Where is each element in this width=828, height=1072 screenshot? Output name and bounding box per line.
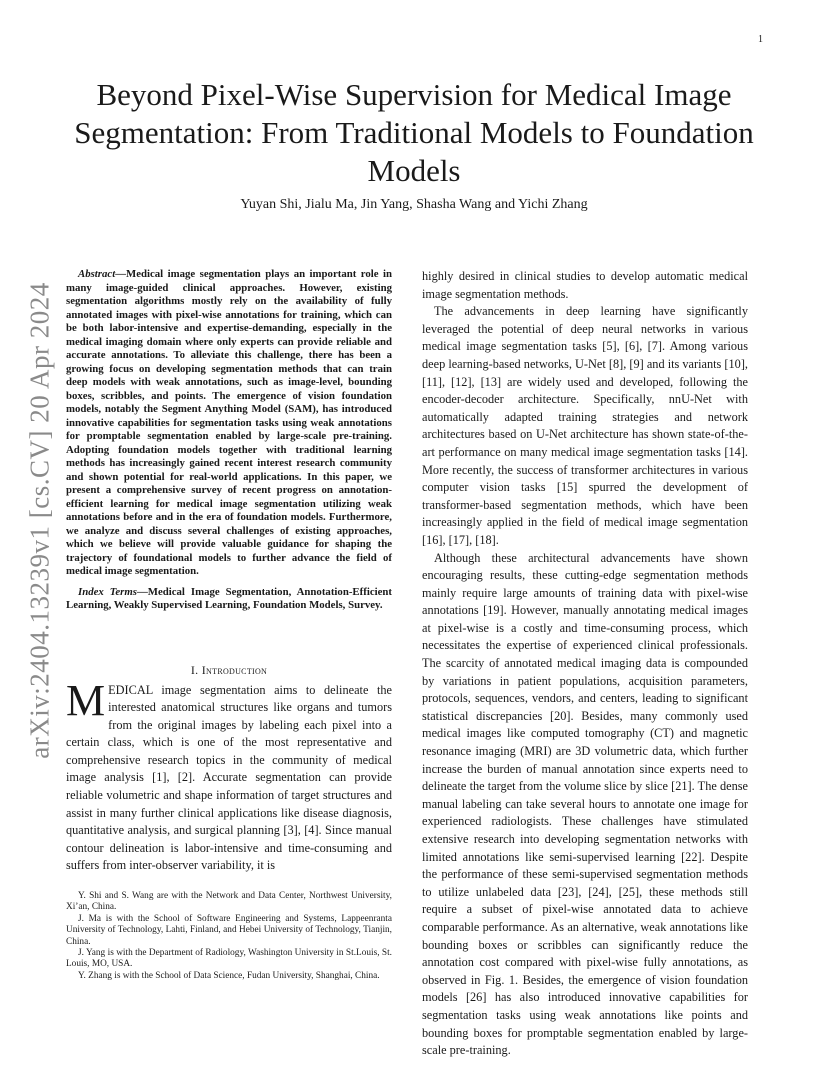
- footnote-affiliation: J. Yang is with the Department of Radiology, Washington University in St.Louis, St. Louis, MO, USA.: [66, 948, 392, 970]
- author-list: Yuyan Shi, Jialu Ma, Jin Yang, Shasha Wang and Yichi Zhang: [240, 197, 588, 212]
- intro-text: EDICAL image segmentation aims to delineate the interested anatomical structures like organs and tumors from the original images by labeling each pixel into a certain class, which is one of the most representative and comprehensive research topics in the community of medical image analysis [1], [2]. Accurate segmentation can provide reliable volumetric and shape information of target structures and assist in many further clinical applications like disease diagnosis, quantitative analysis, and surgical planning [3], [4]. Since manual contour delineation is labor-intensive and time-consuming and suffers from inter-observer variability, it is: [66, 682, 392, 873]
- footnote-affiliation: Y. Zhang is with the School of Data Science, Fudan University, Shanghai, China.: [78, 970, 380, 981]
- index-terms-text: —Medical Image Segmentation, Annotation-Efficient Learning, Weakly Supervised Learning, Foundation Models, Survey.: [66, 585, 392, 611]
- page-number: 1: [758, 34, 763, 45]
- footnote-affiliation: J. Ma is with the School of Software Engineering and Systems, Lappeenranta University of Technology, Lahti, Finland, and Hebei University of Technology, Tianjin, China.: [66, 913, 392, 947]
- arxiv-identifier-text: arXiv:2404.13239v1 [cs.CV] 20 Apr 2024: [24, 282, 55, 759]
- left-column: [66, 268, 392, 982]
- body-paragraph: highly desired in clinical studies to develop automatic medical image segmentation methods.: [422, 269, 748, 301]
- index-terms: [66, 586, 392, 613]
- drop-cap: M: [66, 675, 106, 725]
- paper-title: Beyond Pixel-Wise Supervision for Medical Image Segmentation: From Traditional Models to Foundation Models: [74, 77, 754, 188]
- intro-paragraph: [66, 675, 392, 876]
- body-paragraph: Although these architectural advancements have shown encouraging results, these cutting-edge segmentation methods mainly require large amounts of training data with pixel-wise annotations [19]. However, manually annotating medical images at pixel-wise is a costly and time-consuming process, which necessitates the expertise of experienced clinical professionals. The scarcity of annotated medical imaging data is compounded by variations in patient populations, acquisition parameters, protocols, sequences, vendors, and centers, leading to significant statistical discrepancies [20]. Besides, many commonly used medical images like computed tomography (CT) and magnetic resonance imaging (MRI) are 3D volumetric data, which further increase the burden of manual annotation since experts need to delineate the target from the volume slice by slice [21]. The dense manual labeling can take several hours to annotate one image for experienced radiologists. These challenges have stimulated extensive research into developing segmentation networks with limited annotations like semi-supervised learning [22]. Despite the performance of these semi-supervised segmentation methods to utilize unlabeled data [23], [24], [25], these methods still require a subset of pixel-wise annotated data to achieve comparable performance. As an alternative, weak annotations like bounding boxes or scribbles can significantly reduce the annotation cost compared with pixel-wise fully annotations, as observed in Fig. 1. Besides, the emergence of vision foundation models [26] has also introduced innovative capabilities for segmentation tasks using weak annotations like points and bounding boxes for promptable segmentation enabled by large-scale pre-training.: [422, 550, 748, 1058]
- section-heading-introduction: I. Introduction: [190, 662, 268, 677]
- abstract-lead: Abstract: [78, 268, 116, 280]
- arxiv-identifier: [20, 283, 60, 758]
- abstract-text: —Medical image segmentation plays an important role in many image-guided clinical approaches. However, existing segmentation algorithms mostly rely on the availability of fully annotated images with pixel-wise annotations for training, which can be both labor-intensive and expertise-demanding, especially in the medical imaging domain where only experts can provide reliable and accurate annotations. To alleviate this challenge, there has been a growing focus on developing segmentation methods that can train deep models with weak annotations, such as image-level, bounding boxes, scribbles, and points. The emergence of vision foundation models, notably the Segment Anything Model (SAM), has introduced innovative capabilities for segmentation tasks using weak annotations for promptable segmentation enabled by large-scale pre-training. Adopting foundation models together with traditional learning methods has increasingly gained recent interest research community and shown potential for real-world applications. In this paper, we present a comprehensive survey of recent progress on annotation-efficient learning for medical image segmentation utilizing weak annotations before and in the era of foundation models. Furthermore, we analyze and discuss several challenges of existing approaches, which we believe will provide valuable guidance for shaping the trajectory of foundational models to further advance the field of medical image segmentation.: [66, 268, 392, 577]
- footnotes: [66, 891, 392, 982]
- body-paragraph: The advancements in deep learning have significantly leveraged the potential of deep neural networks in various medical image segmentation tasks [5], [6], [7]. Among various deep learning-based networks, U-Net [8], [9] and its variants [10], [11], [12], [13] are widely used and developed, following the encoder-decoder architecture. Specifically, nnU-Net with automatically adapted training strategies and network architectures based on U-Net architecture has shown state-of-the-art performance on many medical image segmentation tasks [14]. More recently, the success of transformer architectures in various computer vision tasks [15] spurred the development of transformer-based segmentation methods, which have been increasingly applied in the field of medical image segmentation [16], [17], [18].: [422, 304, 748, 547]
- footnote-affiliation: Y. Shi and S. Wang are with the Network and Data Center, Northwest University, Xi’an, China.: [66, 891, 392, 913]
- index-terms-lead: Index Terms: [78, 585, 137, 598]
- right-column: [422, 268, 748, 1060]
- abstract: [66, 268, 392, 579]
